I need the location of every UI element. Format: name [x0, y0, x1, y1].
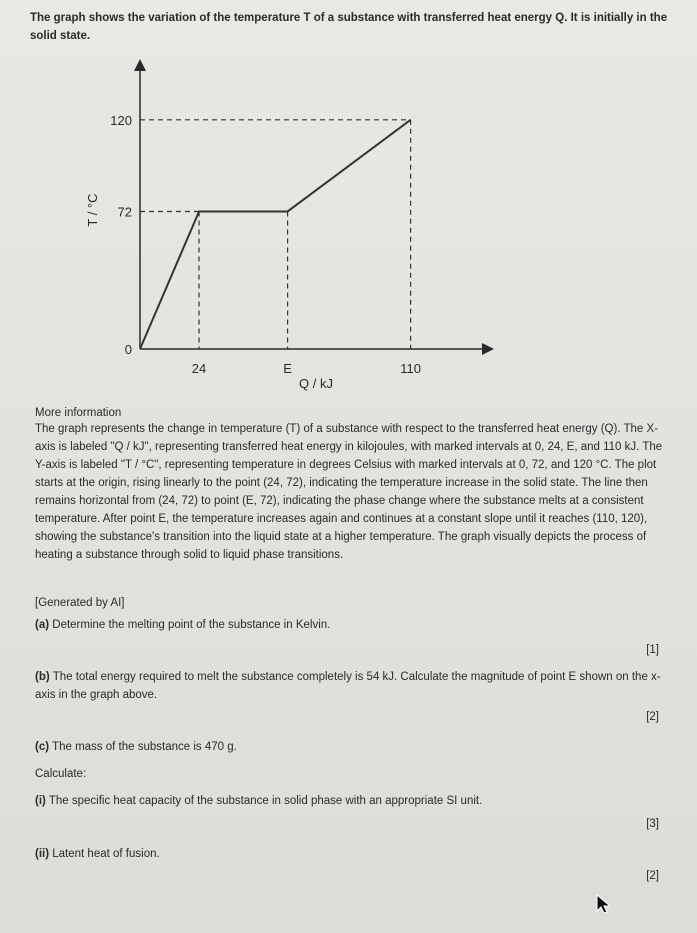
question-b-label: (b) — [35, 671, 50, 683]
question-b-marks: [2] — [646, 711, 659, 723]
question-a-label: (a) — [35, 619, 50, 631]
more-information-body: The graph represents the change in temperature (T) of a substance with respect to the transferred heat energy (Q). The X-axis is labeled "Q / kJ", representing transferred heat energy in kilojoules, with marked intervals at 0, 24, E, and 110 kJ. The Y-axis is labeled "T / °C", representing temperature in degrees Celsius with marked intervals at 0, 72, and 120 °C. The plot starts at the origin, rising linearly to the point (24, 72), indicating the temperature increase in the solid state. The line then remains horizontal from (24, 72) to point (E, 72), indicating the phase change where the substance melts at a consistent temperature. After point E, the temperature increases again and continues at a constant slope until it reaches (110, 120), showing the substance's transition into the liquid state at a higher temperature. The graph visually depicts the process of heating a substance through solid to liquid phase transitions. — [35, 423, 663, 561]
question-a-marks: [1] — [646, 644, 659, 656]
y-tick-label-0: 0 — [124, 342, 132, 357]
question-c-ii-label: (ii) — [35, 848, 50, 860]
intro-text: The graph shows the variation of the temperature T of a substance with transferred heat energy Q. It is initially in the solid state. — [30, 12, 668, 42]
question-c-i-text: The specific heat capacity of the substance in solid phase with an appropriate SI unit. — [48, 795, 483, 807]
x-tick-label-E: E — [283, 361, 292, 376]
question-c-ii-marks: [2] — [646, 870, 659, 882]
question-c-i — [35, 792, 665, 810]
question-a — [35, 616, 665, 634]
question-c-ii-text: Latent heat of fusion. — [52, 848, 160, 860]
mouse-cursor-icon — [595, 893, 615, 915]
y-tick-label-72: 72 — [117, 204, 132, 220]
question-c-i-label: (i) — [35, 795, 46, 807]
question-c-i-marks: [3] — [646, 818, 659, 830]
more-information-title: More information — [35, 407, 122, 419]
generated-note: [Generated by AI] — [35, 597, 125, 609]
y-tick-label-120: 120 — [110, 112, 132, 128]
series-line-temperature — [140, 120, 411, 349]
question-c-label: (c) — [35, 741, 50, 753]
question-c-ii — [35, 845, 665, 863]
question-a-text: Determine the melting point of the substance in Kelvin. — [52, 619, 331, 631]
calculate-label: Calculate: — [35, 768, 87, 780]
question-b — [35, 668, 665, 704]
x-tick-label-110: 110 — [400, 361, 421, 376]
x-tick-label-24: 24 — [191, 361, 207, 376]
question-b-text: The total energy required to melt the substance completely is 54 kJ. Calculate the magnitude of point E shown on the x-axis in the graph above. — [35, 671, 661, 701]
question-c-text: The mass of the substance is 470 g. — [52, 741, 237, 753]
temperature-graph — [0, 0, 697, 400]
question-c — [35, 738, 665, 756]
x-axis-label: Q / kJ — [299, 376, 333, 391]
y-axis-label: T / °C — [85, 193, 100, 227]
